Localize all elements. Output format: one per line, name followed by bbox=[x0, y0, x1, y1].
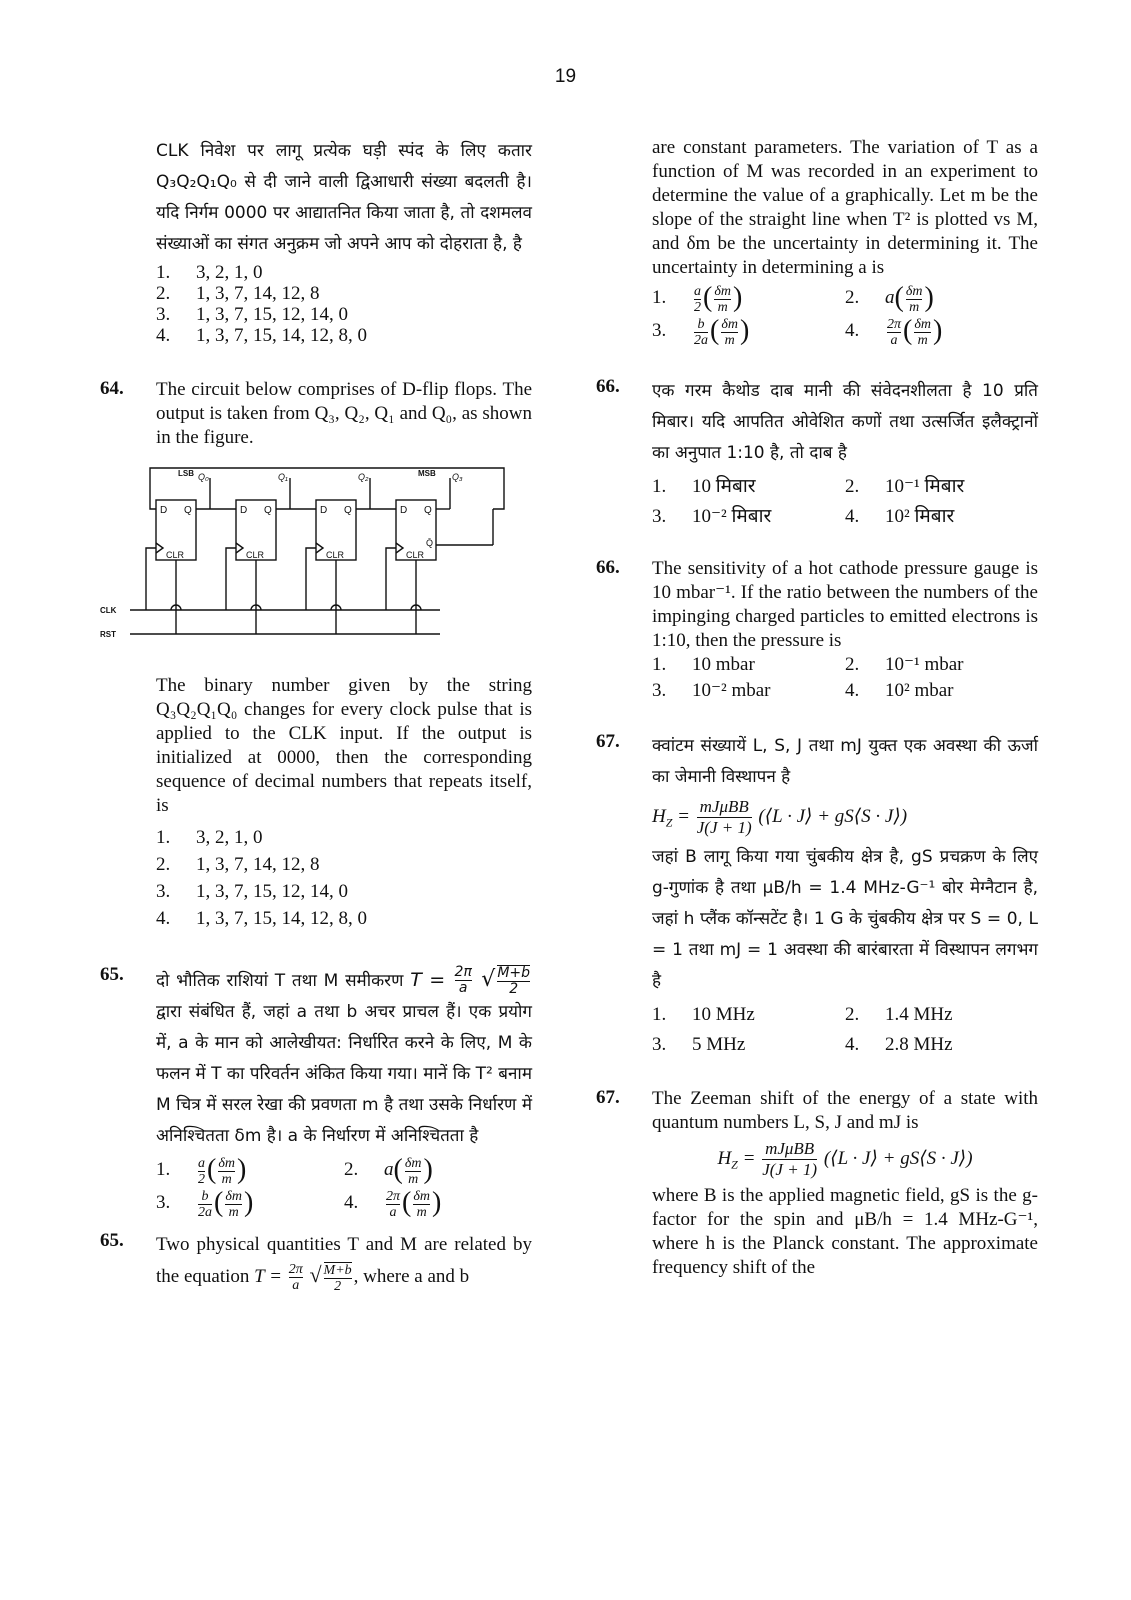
option: 1. 10 mbar bbox=[652, 654, 755, 675]
question-65-hindi bbox=[100, 964, 532, 1220]
clk-label: CLK bbox=[100, 606, 117, 615]
svg-text:Q₂: Q₂ bbox=[358, 472, 369, 482]
q65-hindi-text: दो भौतिक राशियां T तथा M समीकरण $T = \frac{2\pi}{a}$ √ $\frac{M+b}{2}$ द्वारा संबंधित हैं, जहां a तथा b अचर प्राचल हैं। एक प्रयोग में, a के मान को आलेखीयत: निर्धारित करने के लिए, M के फलन में T का परिवर्तन अंकित किया गया। मानें कि T² बनाम M चित्र में सरल रेखा की प्रवणता m है तथा उसके निर्धारण में अनिश्चितता δm है। a के निर्धारण में अनिश्चितता है bbox=[156, 964, 532, 1146]
svg-text:CLR: CLR bbox=[246, 550, 265, 560]
svg-text:Q₃: Q₃ bbox=[452, 472, 463, 482]
question-66-english bbox=[596, 557, 1038, 703]
svg-text:D: D bbox=[240, 505, 248, 516]
q67-english-text-a: The Zeeman shift of the energy of a state with quantum numbers L, S, J and mJ is bbox=[652, 1088, 1038, 1133]
left-column bbox=[100, 136, 532, 1294]
option: 2. a ( $\frac{\delta m}{m}$ ) bbox=[845, 282, 934, 315]
question-number: 65. bbox=[100, 1230, 124, 1251]
q63-options bbox=[156, 262, 532, 346]
q65-english-continued-text: are constant parameters. The variation of T as a function of M was recorded in an experiment to determine the value of a graphically. Let m be the slope of the straight line when T² is plotted vs M, and δm be the uncertainty in determining it. The uncertainty in determining a is bbox=[652, 137, 1038, 278]
zeeman-equation-english: $H_Z = \frac{\text{mJμBB}}{J(J + 1)}$ (⟨L · J⟩ + gS⟨S · J⟩) bbox=[717, 1139, 973, 1179]
question-65-english bbox=[100, 1230, 532, 1294]
q65-hindi-options bbox=[156, 1156, 532, 1220]
q67-hindi-text-b: जहां B लागू किया गया चुंबकीय क्षेत्र है, gS प्रचक्रण के लिए g-गुणांक है तथा μB/h = 1.4 MHz-G⁻¹ बोर मेग्नैटान है, जहां h प्लैंक कॉन्सटेंट है। 1 G के चुंबकीय क्षेत्र पर S = 0, L = 1 तथा mJ = 1 अवस्था की बारंबारता में विस्थापन लगभग है bbox=[652, 847, 1038, 991]
option: 1. 3, 2, 1, 0 bbox=[156, 827, 263, 848]
option: 1. 10 मिबार bbox=[652, 476, 756, 497]
question-67-hindi bbox=[596, 731, 1038, 1059]
question-64 bbox=[100, 378, 532, 932]
question-number: 66. bbox=[596, 376, 620, 397]
question-65-english-continued bbox=[596, 136, 1038, 348]
zeeman-equation: $H_Z = \frac{\text{mJμBB}}{J(J + 1)}$ (⟨L · J⟩ + gS⟨S · J⟩) bbox=[652, 797, 908, 837]
page-number: 19 bbox=[554, 66, 577, 87]
option: 2. a ( $\frac{\delta m}{m}$ ) bbox=[344, 1154, 433, 1187]
q66-hindi-options bbox=[652, 473, 1038, 531]
option: 2. 1.4 MHz bbox=[845, 1004, 953, 1025]
question-number: 67. bbox=[596, 1087, 620, 1108]
option: 1. $\frac{a}{2}$ ( $\frac{\delta m}{m}$ ) bbox=[652, 282, 743, 315]
svg-text:CLR: CLR bbox=[326, 550, 345, 560]
q63-hindi-text: CLK निवेश पर लागू प्रत्येक घड़ी स्पंद के लिए कतार Q₃Q₂Q₁Q₀ से दी जाने वाली द्विआधारी संख्या बदलती है। यदि निर्गम 0000 पर आद्यातनित किया जाता है, तो दशमलव संख्याओं का संगत अनुक्रम जो अपने आप को दोहराता है, है bbox=[156, 141, 532, 254]
q67-hindi-text-a: क्वांटम संख्यायें L, S, J तथा mJ युक्त एक अवस्था की ऊर्जा का जेमानी विस्थापन है bbox=[652, 736, 1038, 787]
lsb-label: LSB bbox=[178, 469, 194, 478]
q65-english-options bbox=[652, 284, 1038, 348]
question-66-hindi bbox=[596, 376, 1038, 531]
option: 4. $\frac{2\pi}{a}$ ( $\frac{\delta m}{m}$ ) bbox=[845, 315, 943, 348]
option: 3. 5 MHz bbox=[652, 1034, 746, 1055]
q64-options bbox=[156, 824, 532, 932]
q64-text: The circuit below comprises of D-flip flops. The output is taken from Q₃, Q₂, Q₁ and Q₀, as shown in the figure. bbox=[156, 379, 532, 448]
q67-english-text-b: where B is the applied magnetic field, gS is the g-factor for the spin and μB/h = 1.4 MHz-G⁻¹, where h is the Planck constant. The approximate frequency shift of the bbox=[652, 1185, 1038, 1278]
option: 4. 10² मिबार bbox=[845, 506, 955, 527]
option: 4. 2.8 MHz bbox=[845, 1034, 953, 1055]
rst-label: RST bbox=[100, 630, 116, 639]
right-column bbox=[596, 136, 1038, 1280]
option: 1. $\frac{a}{2}$ ( $\frac{\delta m}{m}$ ) bbox=[156, 1154, 247, 1187]
svg-text:D: D bbox=[320, 505, 328, 516]
option: 2. 1, 3, 7, 14, 12, 8 bbox=[156, 283, 320, 304]
option: 1. 10 MHz bbox=[652, 1004, 755, 1025]
svg-text:Q: Q bbox=[424, 505, 432, 516]
svg-text:CLR: CLR bbox=[406, 550, 425, 560]
clr-label: CLR bbox=[166, 550, 185, 560]
option: 3. 1, 3, 7, 15, 12, 14, 0 bbox=[156, 881, 348, 902]
option: 3. 10⁻² मिबार bbox=[652, 506, 772, 527]
q64-body: The binary number given by the string Q₃Q₂Q₁Q₀ changes for every clock pulse that is applied to the CLK input. If the output is initialized at 0000, then the corresponding sequence of decimal numbers that repeats itself, is bbox=[156, 675, 532, 816]
question-number: 67. bbox=[596, 731, 620, 752]
question-number: 66. bbox=[596, 557, 620, 578]
qbar-label: Q̄ bbox=[426, 538, 434, 548]
svg-text:Q: Q bbox=[264, 505, 272, 516]
option: 4. 1, 3, 7, 15, 14, 12, 8, 0 bbox=[156, 325, 367, 346]
option: 1. 3, 2, 1, 0 bbox=[156, 262, 263, 283]
d-flip-flop-circuit bbox=[100, 460, 530, 660]
option: 2. 1, 3, 7, 14, 12, 8 bbox=[156, 854, 320, 875]
question-63-hindi bbox=[100, 136, 532, 346]
svg-text:Q₁: Q₁ bbox=[278, 472, 288, 482]
option: 3. $\frac{b}{2a}$ ( $\frac{\delta m}{m}$ ) bbox=[156, 1187, 254, 1220]
d-label: D bbox=[160, 505, 168, 516]
option: 2. 10⁻¹ मिबार bbox=[845, 476, 965, 497]
option: 3. 1, 3, 7, 15, 12, 14, 0 bbox=[156, 304, 348, 325]
q-label: Q bbox=[184, 505, 192, 516]
question-number: 64. bbox=[100, 378, 124, 399]
q65-english-text: Two physical quantities T and M are related by the equation $T = \frac{2\pi}{a}$ √ $\frac{M+b}{2}$ , where a and b bbox=[156, 1234, 532, 1294]
msb-label: MSB bbox=[418, 469, 436, 478]
option: 4. 1, 3, 7, 15, 14, 12, 8, 0 bbox=[156, 908, 367, 929]
question-67-english bbox=[596, 1087, 1038, 1280]
question-number: 65. bbox=[100, 964, 124, 985]
q66-english-text: The sensitivity of a hot cathode pressure gauge is 10 mbar⁻¹. If the ratio between the numbers of the impinging charged particles to emitted electrons is 1:10, then the pressure is bbox=[652, 558, 1038, 651]
option: 4. 10² mbar bbox=[845, 680, 954, 701]
option: 4. $\frac{2\pi}{a}$ ( $\frac{\delta m}{m}$ ) bbox=[344, 1187, 442, 1220]
svg-text:Q₀: Q₀ bbox=[198, 472, 209, 482]
svg-text:D: D bbox=[400, 505, 408, 516]
equation-T: $T = \frac{2\pi}{a}$ √ $\frac{M+b}{2}$ bbox=[410, 964, 531, 997]
svg-text:Q: Q bbox=[344, 505, 352, 516]
option: 3. 10⁻² mbar bbox=[652, 680, 771, 701]
q66-english-options bbox=[652, 653, 1038, 703]
option: 3. $\frac{b}{2a}$ ( $\frac{\delta m}{m}$ ) bbox=[652, 315, 750, 348]
q66-hindi-text: एक गरम कैथोड दाब मानी की संवेदनशीलता है 10 प्रति मिबार। यदि आपतित ओवेशित कणों तथा उत्सर्जित इलैक्ट्रानों का अनुपात 1:10 है, तो दाब है bbox=[652, 381, 1038, 463]
option: 2. 10⁻¹ mbar bbox=[845, 654, 964, 675]
q67-options bbox=[652, 1001, 1038, 1059]
